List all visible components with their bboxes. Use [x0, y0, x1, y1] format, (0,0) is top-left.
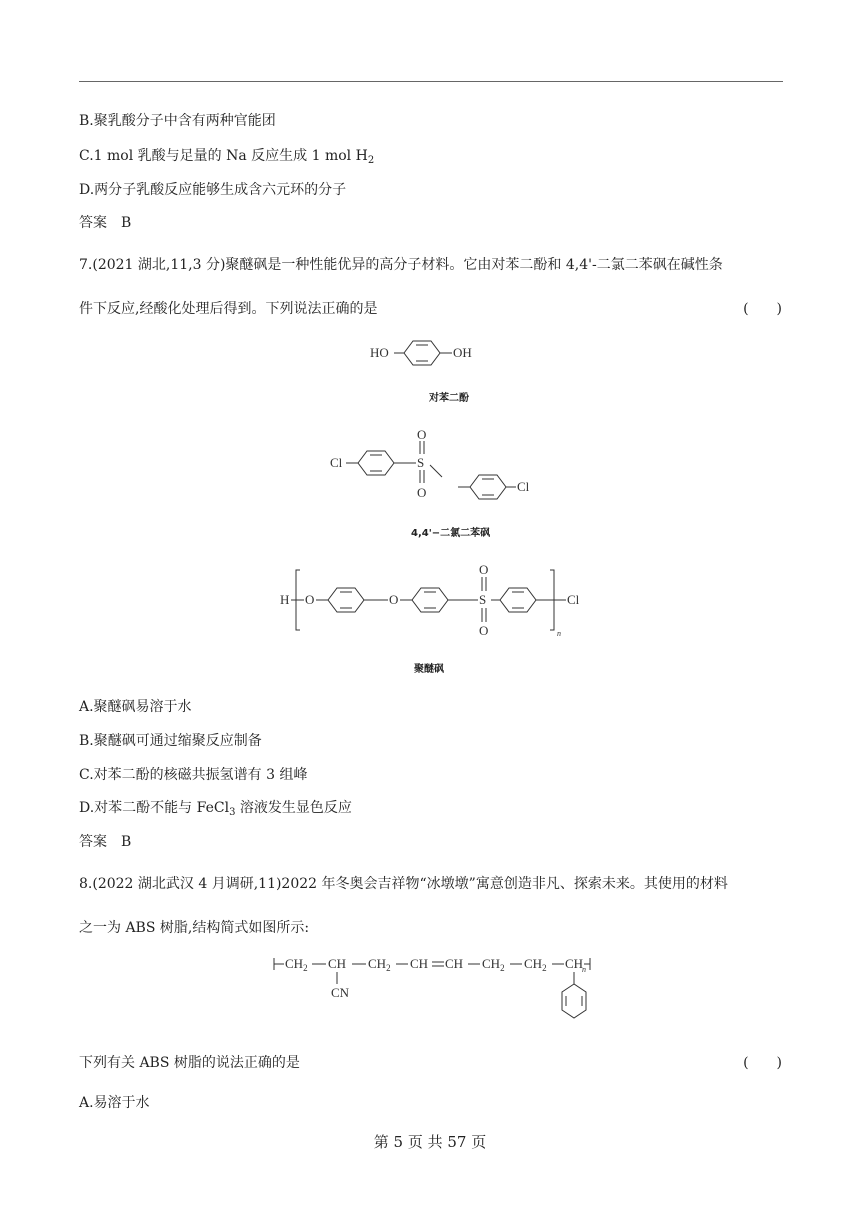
svg-text:CH2: $CH_2$ [368, 956, 391, 973]
svg-text:O: O [479, 623, 489, 638]
option-a-q7: A.聚醚砜易溶于水 [79, 699, 192, 715]
svg-text:CN: CN [331, 985, 350, 1000]
svg-text:Cl: Cl [330, 455, 343, 470]
svg-text:S: S [479, 592, 487, 607]
abs-resin-structure [272, 950, 592, 1040]
answer-q7: 答案 B [79, 834, 132, 850]
header-rule [79, 81, 783, 82]
svg-text:H: H [280, 592, 290, 607]
svg-text:CH: CH [445, 956, 464, 971]
option-c-q7: C.对苯二酚的核磁共振氢谱有 3 组峰 [79, 767, 308, 783]
svg-text:OH: OH [453, 345, 472, 360]
svg-text:n: n [582, 965, 586, 974]
svg-text:O: O [417, 427, 427, 442]
svg-text:CH2: $CH_2$ [285, 956, 308, 973]
svg-text:CH2: $CH_2$ [524, 956, 547, 973]
hydroquinone-structure [370, 333, 500, 373]
option-a-q8: A.易溶于水 [79, 1095, 150, 1111]
svg-text:O: O [479, 562, 489, 577]
option-d-q7: D.对苯二酚不能与 FeCl$_3$ 溶液发生显色反应 [79, 800, 352, 818]
caption-polyethersulfone: 聚醚砜 [414, 664, 444, 675]
page-footer: 第 5 页 共 57 页 [373, 1133, 487, 1151]
svg-text:CH: CH [565, 956, 584, 971]
option-c-lactic: C.1 mol 乳酸与足量的 Na 反应生成 1 mol $H_2$ [79, 148, 375, 166]
svg-text:O: O [417, 485, 427, 500]
svg-text:O: O [389, 592, 399, 607]
answer-blank-q8: ( ) [743, 1055, 782, 1071]
svg-text:CH: CH [328, 956, 347, 971]
caption-sulfone: 4,4'−二氯二苯砜 [411, 528, 491, 539]
answer-blank-q7: ( ) [743, 301, 782, 317]
option-d-lactic: D.两分子乳酸反应能够生成含六元环的分子 [79, 182, 347, 198]
svg-text:CH: CH [410, 956, 429, 971]
answer-q6: 答案 B [79, 215, 132, 231]
caption-hydroquinone: 对苯二酚 [429, 393, 469, 404]
dichlorodiphenyl-sulfone-structure [330, 425, 540, 505]
question-8-stem: 下列有关 ABS 树脂的说法正确的是 [79, 1055, 300, 1071]
question-8-line-1: 8.(2022 湖北武汉 4 月调研,11)2022 年冬奥会吉祥物“冰墩墩”寓意创造非凡、探索未来。其使用的材料 [79, 876, 728, 892]
svg-text:CH2: $CH_2$ [482, 956, 505, 973]
svg-text:Cl: Cl [567, 592, 580, 607]
polyethersulfone-structure [280, 560, 590, 640]
option-b-q7: B.聚醚砜可通过缩聚反应制备 [79, 733, 262, 749]
svg-text:n: n [557, 629, 561, 638]
question-7-line-1: 7.(2021 湖北,11,3 分)聚醚砜是一种性能优异的高分子材料。它由对苯二酚和 4,4'-二氯二苯砜在碱性条 [79, 257, 723, 273]
svg-text:HO: HO [370, 345, 389, 360]
svg-text:S: S [417, 455, 425, 470]
question-8-line-2: 之一为 ABS 树脂,结构简式如图所示: [79, 920, 310, 936]
question-7-line-2: 件下反应,经酸化处理后得到。下列说法正确的是 [79, 301, 378, 317]
option-b-lactic: B.聚乳酸分子中含有两种官能团 [79, 113, 276, 129]
svg-text:O: O [305, 592, 315, 607]
svg-text:Cl: Cl [517, 479, 530, 494]
